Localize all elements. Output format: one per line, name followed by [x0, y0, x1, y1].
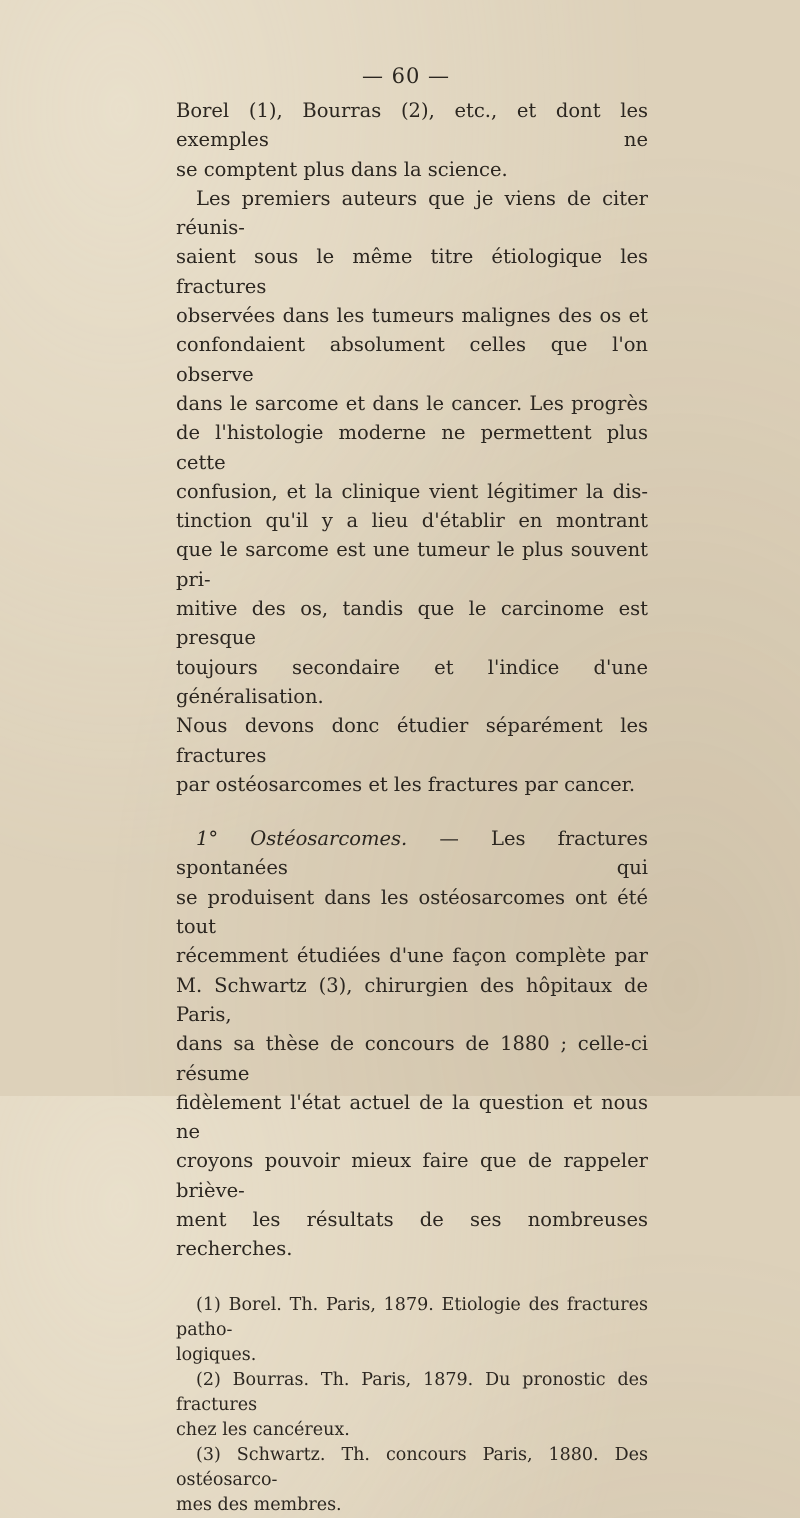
- paragraph-osteosarcomes: [176, 824, 648, 1263]
- text-line: dans sa thèse de concours de 1880 ; celle-ci résume: [176, 1032, 648, 1085]
- text-line: Nous devons donc étudier séparément les fractures: [176, 714, 648, 767]
- text-line: récemment étudiées d'une façon complète par: [176, 944, 648, 968]
- text-line: Borel (1), Bourras (2), etc., et dont les exemples ne: [176, 99, 648, 152]
- text-line: croyons pouvoir mieux faire que de rappeler briève-: [176, 1149, 648, 1202]
- footnote-line: chez les cancéreux.: [176, 1419, 350, 1440]
- text-line: M. Schwartz (3), chirurgien des hôpitaux de Paris,: [176, 973, 648, 1026]
- paragraph-premiers-auteurs: [176, 184, 648, 799]
- section-heading: 1° Ostéosarcomes.: [196, 827, 408, 851]
- text-line: [176, 824, 648, 883]
- text-line: se comptent plus dans la science.: [176, 157, 508, 181]
- section-gap: [176, 799, 648, 824]
- text-line: Les premiers auteurs que je viens de citer réunis-: [176, 186, 648, 240]
- footnote-2: [176, 1368, 648, 1443]
- text-line: dans le sarcome et dans le cancer. Les progrès: [176, 391, 648, 415]
- text-line: mitive des os, tandis que le carcinome est presque: [176, 597, 648, 650]
- footnote-3: [176, 1443, 648, 1518]
- footnote-separator: [176, 1280, 648, 1281]
- text-line: tinction qu'il y a lieu d'établir en montrant: [176, 509, 648, 533]
- document-page: [176, 64, 648, 1518]
- text-line: observées dans les tumeurs malignes des os et: [176, 304, 648, 328]
- footnote-line: (3) Schwartz. Th. concours Paris, 1880. Des ostéosarco-: [176, 1444, 648, 1490]
- text-line: toujours secondaire et l'indice d'une généralisation.: [176, 655, 648, 708]
- text-line: confusion, et la clinique vient légitimer la dis-: [176, 479, 648, 503]
- footnote-line: mes des membres.: [176, 1494, 342, 1515]
- footnote-line: (2) Bourras. Th. Paris, 1879. Du pronostic des fractures: [176, 1369, 648, 1415]
- text-line: confondaient absolument celles que l'on observe: [176, 333, 648, 386]
- text-line: saient sous le même titre étiologique les fractures: [176, 245, 648, 298]
- text-line: de l'histologie moderne ne permettent plus cette: [176, 421, 648, 474]
- footnote-1: [176, 1293, 648, 1368]
- paragraph-continuation: [176, 96, 648, 184]
- footnotes: [176, 1293, 648, 1518]
- section-heading-continuation: — Les fractures spontanées qui: [176, 827, 648, 880]
- text-line: se produisent dans les ostéosarcomes ont été tout: [176, 885, 648, 939]
- page-number: — 60 —: [361, 64, 451, 88]
- text-line: fidèlement l'état actuel de la question et nous ne: [176, 1090, 648, 1144]
- footnote-line: (1) Borel. Th. Paris, 1879. Etiologie des fractures patho-: [176, 1294, 648, 1340]
- text-line: par ostéosarcomes et les fractures par cancer.: [176, 772, 636, 796]
- footnote-line: logiques.: [176, 1344, 257, 1365]
- text-line: que le sarcome est une tumeur le plus souvent pri-: [176, 538, 648, 591]
- text-line: ment les résultats de ses nombreuses recherches.: [176, 1207, 648, 1261]
